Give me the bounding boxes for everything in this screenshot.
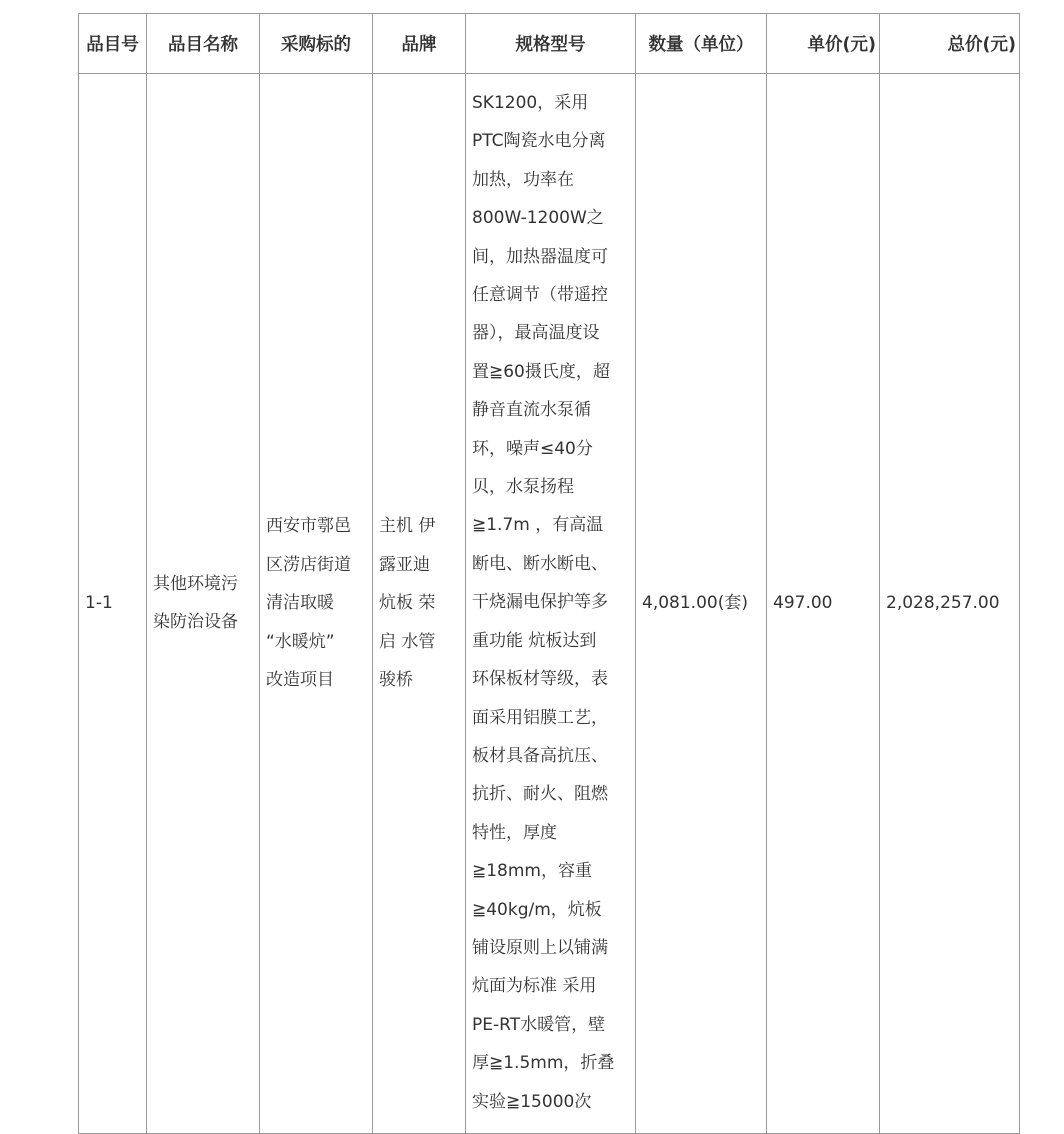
cell-text-line: 炕面为标准 采用	[472, 976, 597, 997]
cell-text-line: ≧1.7m ，有高温	[472, 515, 604, 536]
header-item-no: 品目号	[79, 14, 147, 74]
cell-text-line: 实验≧15000次	[472, 1091, 592, 1112]
header-total-price: 总价(元)	[880, 14, 1020, 74]
cell-unit-price: 497.00	[767, 74, 880, 1134]
cell-text-line: 改造项目	[266, 670, 334, 691]
cell-quantity: 4,081.00(套)	[636, 74, 767, 1134]
cell-text-line: 露亚迪	[379, 554, 430, 575]
cell-text-line: 其他环境污	[153, 574, 238, 595]
header-unit-price: 单价(元)	[767, 14, 880, 74]
cell-text-line: 铺设原则上以铺满	[472, 937, 608, 958]
cell-text-line: 骏桥	[379, 670, 413, 691]
cell-text-line: 贝，水泵扬程	[472, 477, 574, 498]
cell-text-line: ≧18mm，容重	[472, 861, 592, 882]
cell-text-line: 面采用铝膜工艺，	[472, 707, 608, 728]
table-header-row	[79, 14, 1020, 74]
cell-text-line: 厚≧1.5mm，折叠	[472, 1053, 615, 1074]
cell-total-price: 2,028,257.00	[880, 74, 1020, 1134]
cell-text-line: 重功能 炕板达到	[472, 630, 597, 651]
cell-text-line: 启 水管	[379, 631, 436, 652]
cell-procurement-target	[260, 74, 373, 1134]
cell-text-line: 清洁取暖	[266, 593, 334, 614]
cell-text-line: 间，加热器温度可	[472, 246, 608, 267]
cell-text-line: 特性，厚度	[472, 822, 557, 843]
cell-item-name	[147, 74, 260, 1134]
cell-text-line: 断电、断水断电、	[472, 553, 608, 574]
header-item-name: 品目名称	[147, 14, 260, 74]
cell-text-line: 主机 伊	[379, 516, 436, 537]
cell-text-line: 板材具备高抗压、	[472, 745, 608, 766]
cell-text-line: “水暖炕”	[266, 631, 335, 652]
cell-text-line: 置≧60摄氏度，超	[472, 361, 610, 382]
cell-text-line: SK1200，采用	[472, 93, 589, 113]
cell-text-line: 静音直流水泵循	[472, 400, 591, 421]
header-spec-model: 规格型号	[466, 14, 636, 74]
cell-spec-model	[466, 74, 636, 1134]
cell-text-line: PE-RT水暖管，壁	[472, 1014, 606, 1035]
cell-text-line: 干烧漏电保护等多	[472, 592, 608, 613]
cell-text-line: 区涝店街道	[266, 554, 351, 575]
cell-text-line: 任意调节（带遥控	[472, 285, 608, 306]
cell-text-line: 800W-1200W之	[472, 208, 604, 229]
cell-brand	[373, 74, 466, 1134]
cell-text-line: 西安市鄠邑	[266, 516, 351, 537]
header-procurement-target: 采购标的	[260, 14, 373, 74]
cell-text-line: 加热，功率在	[472, 169, 574, 190]
cell-text-line: ≧40kg/m，炕板	[472, 899, 602, 920]
cell-text-line: PTC陶瓷水电分离	[472, 131, 606, 152]
cell-text-line: 器），最高温度设	[472, 323, 600, 344]
table-row	[79, 74, 1020, 1134]
cell-text-line: 环保板材等级，表	[472, 669, 608, 690]
cell-item-no: 1-1	[79, 74, 147, 1134]
cell-text-line: 抗折、耐火、阻燃	[472, 784, 608, 805]
cell-text-line: 染防治设备	[153, 612, 238, 633]
header-quantity: 数量（单位）	[636, 14, 767, 74]
cell-text-line: 环，噪声≤40分	[472, 438, 593, 459]
procurement-table	[78, 13, 1020, 1134]
cell-text-line: 炕板 荣	[379, 593, 436, 614]
header-brand: 品牌	[373, 14, 466, 74]
